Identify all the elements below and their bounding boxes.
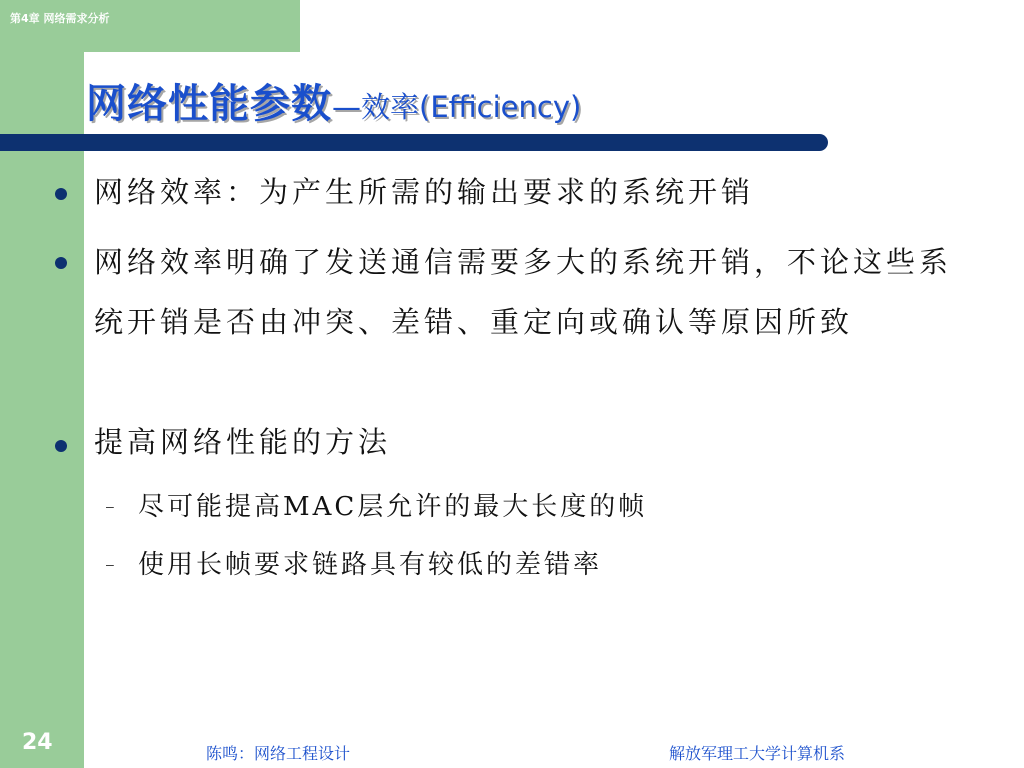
slide-title-main: 网络性能参数 [86, 81, 332, 127]
page-number: 24 [22, 730, 53, 755]
slide-title [86, 72, 581, 132]
sub-bullet-dash: – [106, 498, 114, 514]
sub-bullet-item-1: 尽可能提高MAC层允许的最大长度的帧 [138, 492, 648, 522]
slide-title-sub: —效率(Efficiency) [332, 90, 582, 124]
bullet-dot [55, 188, 67, 200]
sub-bullet-dash: – [106, 556, 114, 572]
bullet-dot [55, 440, 67, 452]
bullet-item-3: 提高网络性能的方法 [94, 425, 392, 459]
title-underline-bar [0, 134, 828, 151]
left-decorative-band [0, 0, 84, 768]
sub-bullet-item-2: 使用长帧要求链路具有较低的差错率 [138, 550, 603, 580]
bullet-item-1: 网络效率：为产生所需的输出要求的系统开销 [94, 175, 755, 209]
top-decorative-band [0, 0, 300, 52]
bullet-item-2: 网络效率明确了发送通信需要多大的系统开销，不论这些系统开销是否由冲突、差错、重定向或确认等原因所致 [94, 245, 953, 339]
bullet-dot [55, 257, 67, 269]
chapter-label: 第4章 网络需求分析 [10, 12, 110, 25]
footer-author-course: 陈鸣：网络工程设计 [206, 744, 351, 763]
footer-institution: 解放军理工大学计算机系 [669, 744, 846, 763]
